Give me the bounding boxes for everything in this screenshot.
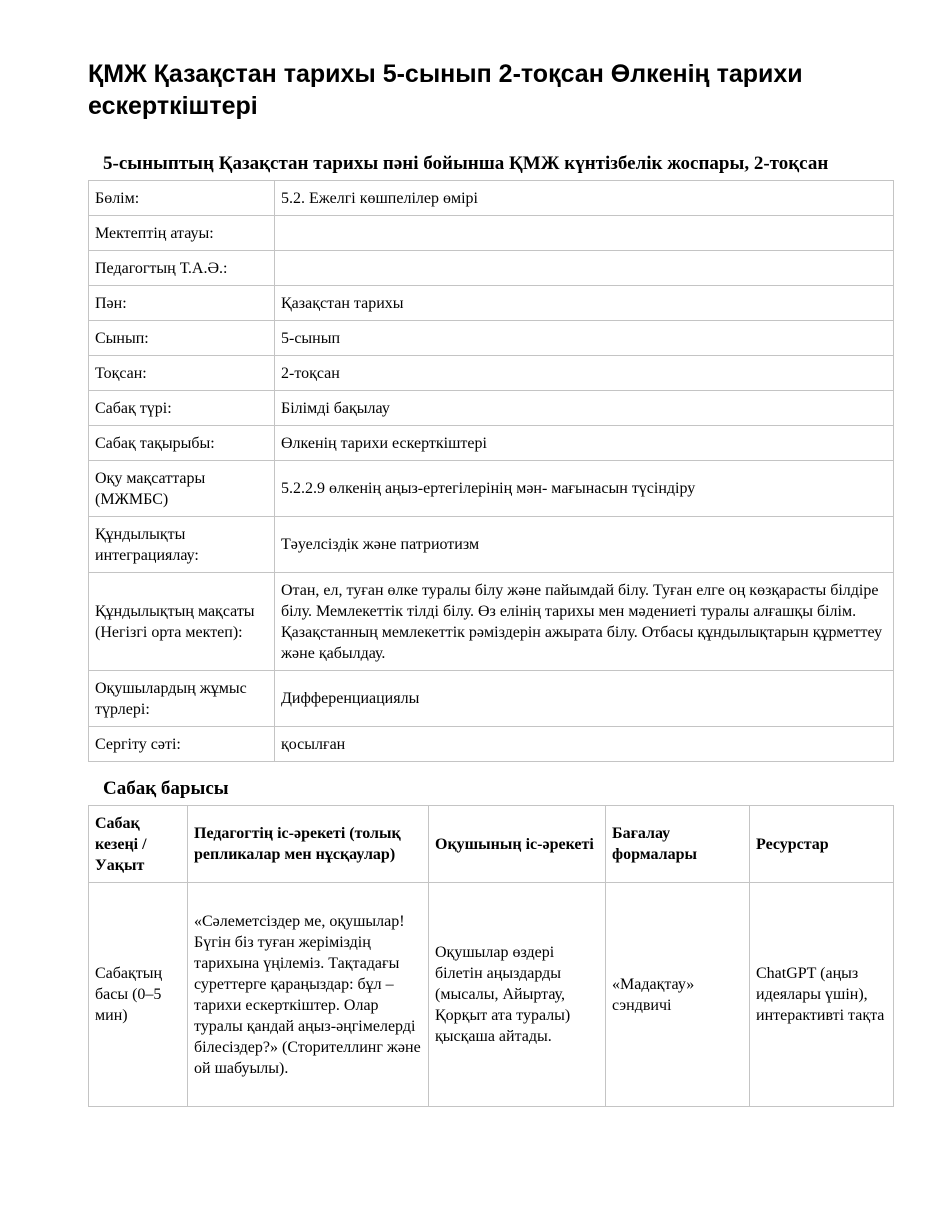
- column-header-student-activity: Оқушының іс-әрекеті: [429, 806, 606, 883]
- document-title: ҚМЖ Қазақстан тарихы 5-сынып 2-тоқсан Өлкенің тарихи ескерткіштері: [88, 60, 803, 120]
- info-row-work-types: [89, 671, 894, 727]
- table-row: [89, 883, 894, 1107]
- info-value: Білімді бақылау: [275, 391, 894, 426]
- info-label: Оқушылардың жұмыс түрлері:: [89, 671, 275, 727]
- info-row-lesson-topic: [89, 426, 894, 461]
- info-row-school: [89, 216, 894, 251]
- info-label: Мектептің атауы:: [89, 216, 275, 251]
- resources-cell: ChatGPT (аңыз идеялары үшін), интерактивті тақта: [750, 883, 894, 1107]
- info-row-teacher: [89, 251, 894, 286]
- info-value: Қазақстан тарихы: [275, 286, 894, 321]
- column-header-teacher-activity: Педагогтің іс-әрекеті (толық репликалар мен нұсқаулар): [188, 806, 429, 883]
- info-label: Тоқсан:: [89, 356, 275, 391]
- info-value: 2-тоқсан: [275, 356, 894, 391]
- info-value: [275, 251, 894, 286]
- info-row-lesson-type: [89, 391, 894, 426]
- info-label: Сабақ түрі:: [89, 391, 275, 426]
- info-row-value-goal: [89, 573, 894, 671]
- column-header-stage: Сабақ кезеңі / Уақыт: [89, 806, 188, 883]
- info-label: Құндылықты интеграциялау:: [89, 517, 275, 573]
- teacher-activity-cell: «Сәлеметсіздер ме, оқушылар! Бүгін біз туған жеріміздің тарихына үңілеміз. Тақтадағы суреттерге қараңыздар: бұл – тарихи ескерткіштер. Олар туралы қандай аңыз-әңгімелерді білесіздер?» (Сторителлинг және ой шабуылы).: [188, 883, 429, 1107]
- plan-heading: 5-сыныптың Қазақстан тарихы пәні бойынша ҚМЖ күнтізбелік жоспары, 2-тоқсан: [103, 153, 829, 174]
- info-label: Педагогтың Т.А.Ә.:: [89, 251, 275, 286]
- info-label: Бөлім:: [89, 181, 275, 216]
- column-header-assessment: Бағалау формалары: [606, 806, 750, 883]
- info-value: 5.2. Ежелгі көшпелілер өмірі: [275, 181, 894, 216]
- lesson-stage-cell: Сабақтың басы (0–5 мин): [89, 883, 188, 1107]
- info-value: Тәуелсіздік және патриотизм: [275, 517, 894, 573]
- info-label: Құндылықтың мақсаты (Негізгі орта мектеп):: [89, 573, 275, 671]
- info-row-quarter: [89, 356, 894, 391]
- info-label: Сынып:: [89, 321, 275, 356]
- info-row-section: [89, 181, 894, 216]
- info-label: Оқу мақсаттары (МЖМБС): [89, 461, 275, 517]
- info-value: Өлкенің тарихи ескерткіштері: [275, 426, 894, 461]
- lesson-flow-heading: Сабақ барысы: [103, 778, 229, 799]
- column-header-resources: Ресурстар: [750, 806, 894, 883]
- student-activity-cell: Оқушылар өздері білетін аңыздарды (мысалы, Айыртау, Қорқыт ата туралы) қысқаша айтады.: [429, 883, 606, 1107]
- document-page: [88, 58, 893, 1107]
- lesson-header-row: [89, 806, 894, 883]
- info-label: Сабақ тақырыбы:: [89, 426, 275, 461]
- info-value: Дифференциациялы: [275, 671, 894, 727]
- info-row-learning-objectives: [89, 461, 894, 517]
- info-value: [275, 216, 894, 251]
- info-label: Пән:: [89, 286, 275, 321]
- info-row-refresh-moment: [89, 727, 894, 762]
- assessment-cell: «Мадақтау» сэндвичі: [606, 883, 750, 1107]
- info-value: 5.2.2.9 өлкенің аңыз-ертегілерінің мән- мағынасын түсіндіру: [275, 461, 894, 517]
- info-row-grade: [89, 321, 894, 356]
- lesson-info-table: [88, 180, 894, 762]
- info-row-value-integration: [89, 517, 894, 573]
- info-value: 5-сынып: [275, 321, 894, 356]
- info-value: Отан, ел, туған өлке туралы білу және пайымдай білу. Туған елге оң көзқарасты білдіре білу. Мемлекеттік тілді білу. Өз елінің тарихы мен мәдениеті туралы алғашқы білім. Қазақстанның мемлекеттік рәміздерін ажырата білу. Отбасы құндылықтарын құрметтеу және қабылдау.: [275, 573, 894, 671]
- lesson-flow-table: [88, 805, 894, 1107]
- info-row-subject: [89, 286, 894, 321]
- info-value: қосылған: [275, 727, 894, 762]
- info-label: Сергіту сәті:: [89, 727, 275, 762]
